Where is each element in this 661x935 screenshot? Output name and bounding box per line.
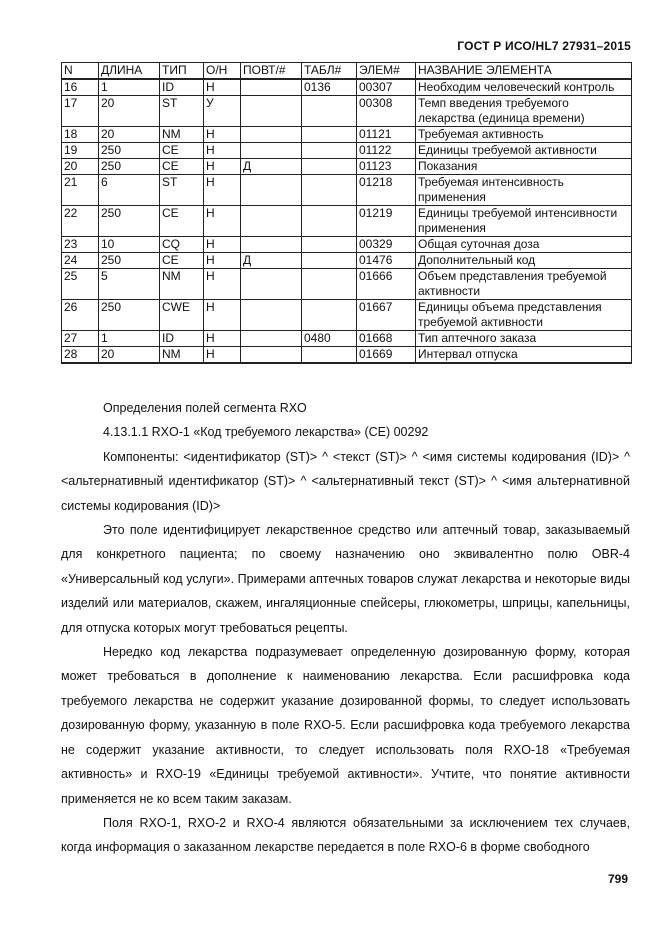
table-row <box>62 300 632 331</box>
table-row <box>62 79 632 96</box>
table-row <box>62 347 632 364</box>
cell: Н <box>204 159 241 175</box>
cell: 1 <box>99 79 160 96</box>
field-heading: 4.13.1.1 RXO-1 «Код требуемого лекарства» (CE) 00292 <box>103 425 429 440</box>
cell: Общая суточная доза <box>416 237 632 253</box>
cell: Единицы объема представления требуемой активности <box>416 300 632 331</box>
cell <box>241 127 302 143</box>
cell <box>302 175 357 206</box>
cell: Н <box>204 127 241 143</box>
cell <box>302 206 357 237</box>
cell: 01667 <box>357 300 416 331</box>
cell: ID <box>160 331 204 347</box>
table-row <box>62 206 632 237</box>
cell: 01122 <box>357 143 416 159</box>
table-row <box>62 143 632 159</box>
cell: Н <box>204 175 241 206</box>
column-header: ЭЛЕМ# <box>357 63 416 80</box>
cell: 6 <box>99 175 160 206</box>
cell: 21 <box>62 175 99 206</box>
column-header: ТИП <box>160 63 204 80</box>
table-row <box>62 237 632 253</box>
table-header-row <box>62 63 632 80</box>
cell: 10 <box>99 237 160 253</box>
cell: У <box>204 96 241 127</box>
paragraph-components: Компоненты: <идентификатор (ST)> ^ <текст (ST)> ^ <имя системы кодирования (ID)> ^ <альтернативный идентификатор (ST)> ^ <альтернативный текст (ST)> ^ <имя альтернативной системы кодирования (ID)> <box>61 449 630 513</box>
cell: NM <box>160 269 204 300</box>
column-header: ПОВТ/# <box>241 63 302 80</box>
cell <box>302 237 357 253</box>
cell: Показания <box>416 159 632 175</box>
cell: 20 <box>99 127 160 143</box>
paragraph: Нередко код лекарства подразумевает определенную дозированную форму, которая может требоваться в дополнение к наименованию лекарства. Если расшифровка кода требуемого лекарства не содержит указание дозированной формы, то следует использовать дозированную форму, указанную в поле RXO-5. Если расшифровка кода требуемого лекарства не содержит указание активности, то следует использовать поля RXO-18 «Требуемая активность» и RXO-19 «Единицы требуемой активности». Учтите, что понятие активности применяется не ко всем таким заказам. <box>61 645 630 806</box>
cell <box>241 206 302 237</box>
cell: 01219 <box>357 206 416 237</box>
cell: 01123 <box>357 159 416 175</box>
cell: CE <box>160 253 204 269</box>
cell: 25 <box>62 269 99 300</box>
cell: ST <box>160 96 204 127</box>
table-row <box>62 127 632 143</box>
body-text <box>61 396 630 860</box>
cell: Н <box>204 331 241 347</box>
table-row <box>62 331 632 347</box>
cell <box>241 237 302 253</box>
cell: 01218 <box>357 175 416 206</box>
cell: CE <box>160 159 204 175</box>
cell: 250 <box>99 143 160 159</box>
cell: 1 <box>99 331 160 347</box>
cell <box>241 79 302 96</box>
cell: 23 <box>62 237 99 253</box>
cell: 20 <box>99 96 160 127</box>
cell: 01121 <box>357 127 416 143</box>
cell <box>241 96 302 127</box>
table-row <box>62 96 632 127</box>
cell <box>302 143 357 159</box>
cell <box>241 300 302 331</box>
cell: 0136 <box>302 79 357 96</box>
cell: Н <box>204 237 241 253</box>
cell: ID <box>160 79 204 96</box>
cell: Н <box>204 269 241 300</box>
cell: Н <box>204 253 241 269</box>
cell <box>241 143 302 159</box>
cell <box>302 96 357 127</box>
cell: CQ <box>160 237 204 253</box>
paragraph: Это поле идентифицирует лекарственное средство или аптечный товар, заказываемый для конкретного пациента; по своему назначению оно эквивалентно полю OBR-4 «Универсальный код услуги». Примерами аптечных товаров служат лекарства и некоторые виды изделий или материалов, скажем, ингаляционные спейсеры, глюкометры, шприцы, капельницы, для отпуска которых могут требоваться рецепты. <box>61 523 630 635</box>
cell: Единицы требуемой интенсивности применения <box>416 206 632 237</box>
cell: CE <box>160 143 204 159</box>
cell: Требуемая интенсивность применения <box>416 175 632 206</box>
cell: 5 <box>99 269 160 300</box>
column-header: ДЛИНА <box>99 63 160 80</box>
cell: 250 <box>99 300 160 331</box>
cell: 250 <box>99 159 160 175</box>
cell: Д <box>241 253 302 269</box>
cell: 01666 <box>357 269 416 300</box>
cell: Н <box>204 300 241 331</box>
column-header: О/Н <box>204 63 241 80</box>
cell: NM <box>160 347 204 364</box>
cell: 24 <box>62 253 99 269</box>
document-header: ГОСТ Р ИСО/HL7 27931–2015 <box>457 39 631 53</box>
cell: Тип аптечного заказа <box>416 331 632 347</box>
cell: 26 <box>62 300 99 331</box>
cell: 28 <box>62 347 99 364</box>
cell <box>241 347 302 364</box>
cell <box>302 269 357 300</box>
cell: ST <box>160 175 204 206</box>
cell: 18 <box>62 127 99 143</box>
rxo-segment-table <box>61 62 632 364</box>
cell: Д <box>241 159 302 175</box>
cell: Необходим человеческий контроль <box>416 79 632 96</box>
table-row <box>62 269 632 300</box>
cell: 00329 <box>357 237 416 253</box>
cell: Н <box>204 143 241 159</box>
cell: 17 <box>62 96 99 127</box>
page-number: 799 <box>607 872 628 886</box>
section-title: Определения полей сегмента RXO <box>103 401 307 415</box>
cell <box>241 331 302 347</box>
cell <box>241 269 302 300</box>
cell: 22 <box>62 206 99 237</box>
cell: Н <box>204 347 241 364</box>
cell: Темп введения требуемого лекарства (единица времени) <box>416 96 632 127</box>
cell: Требуемая активность <box>416 127 632 143</box>
cell: 20 <box>62 159 99 175</box>
cell: Дополнительный код <box>416 253 632 269</box>
cell: 01669 <box>357 347 416 364</box>
cell <box>302 253 357 269</box>
table-row <box>62 159 632 175</box>
cell: Н <box>204 206 241 237</box>
cell: CWE <box>160 300 204 331</box>
table-row <box>62 253 632 269</box>
cell: Объем представления требуемой активности <box>416 269 632 300</box>
column-header: НАЗВАНИЕ ЭЛЕМЕНТА <box>416 63 632 80</box>
cell: 00307 <box>357 79 416 96</box>
paragraph: Поля RXO-1, RXO-2 и RXO-4 являются обязательными за исключением тех случаев, когда информация о заказанном лекарстве передается в поле RXO-6 в форме свободного <box>61 815 630 855</box>
cell: CE <box>160 206 204 237</box>
cell <box>302 127 357 143</box>
cell: Единицы требуемой активности <box>416 143 632 159</box>
cell: 16 <box>62 79 99 96</box>
cell: Н <box>204 79 241 96</box>
cell <box>302 159 357 175</box>
column-header: ТАБЛ# <box>302 63 357 80</box>
cell: Интервал отпуска <box>416 347 632 364</box>
cell <box>302 300 357 331</box>
cell: NM <box>160 127 204 143</box>
column-header: N <box>62 63 99 80</box>
cell: 19 <box>62 143 99 159</box>
cell: 0480 <box>302 331 357 347</box>
cell <box>302 347 357 364</box>
cell: 20 <box>99 347 160 364</box>
table-row <box>62 175 632 206</box>
cell: 250 <box>99 253 160 269</box>
cell: 250 <box>99 206 160 237</box>
cell: 27 <box>62 331 99 347</box>
cell: 01668 <box>357 331 416 347</box>
cell <box>241 175 302 206</box>
cell: 00308 <box>357 96 416 127</box>
cell: 01476 <box>357 253 416 269</box>
